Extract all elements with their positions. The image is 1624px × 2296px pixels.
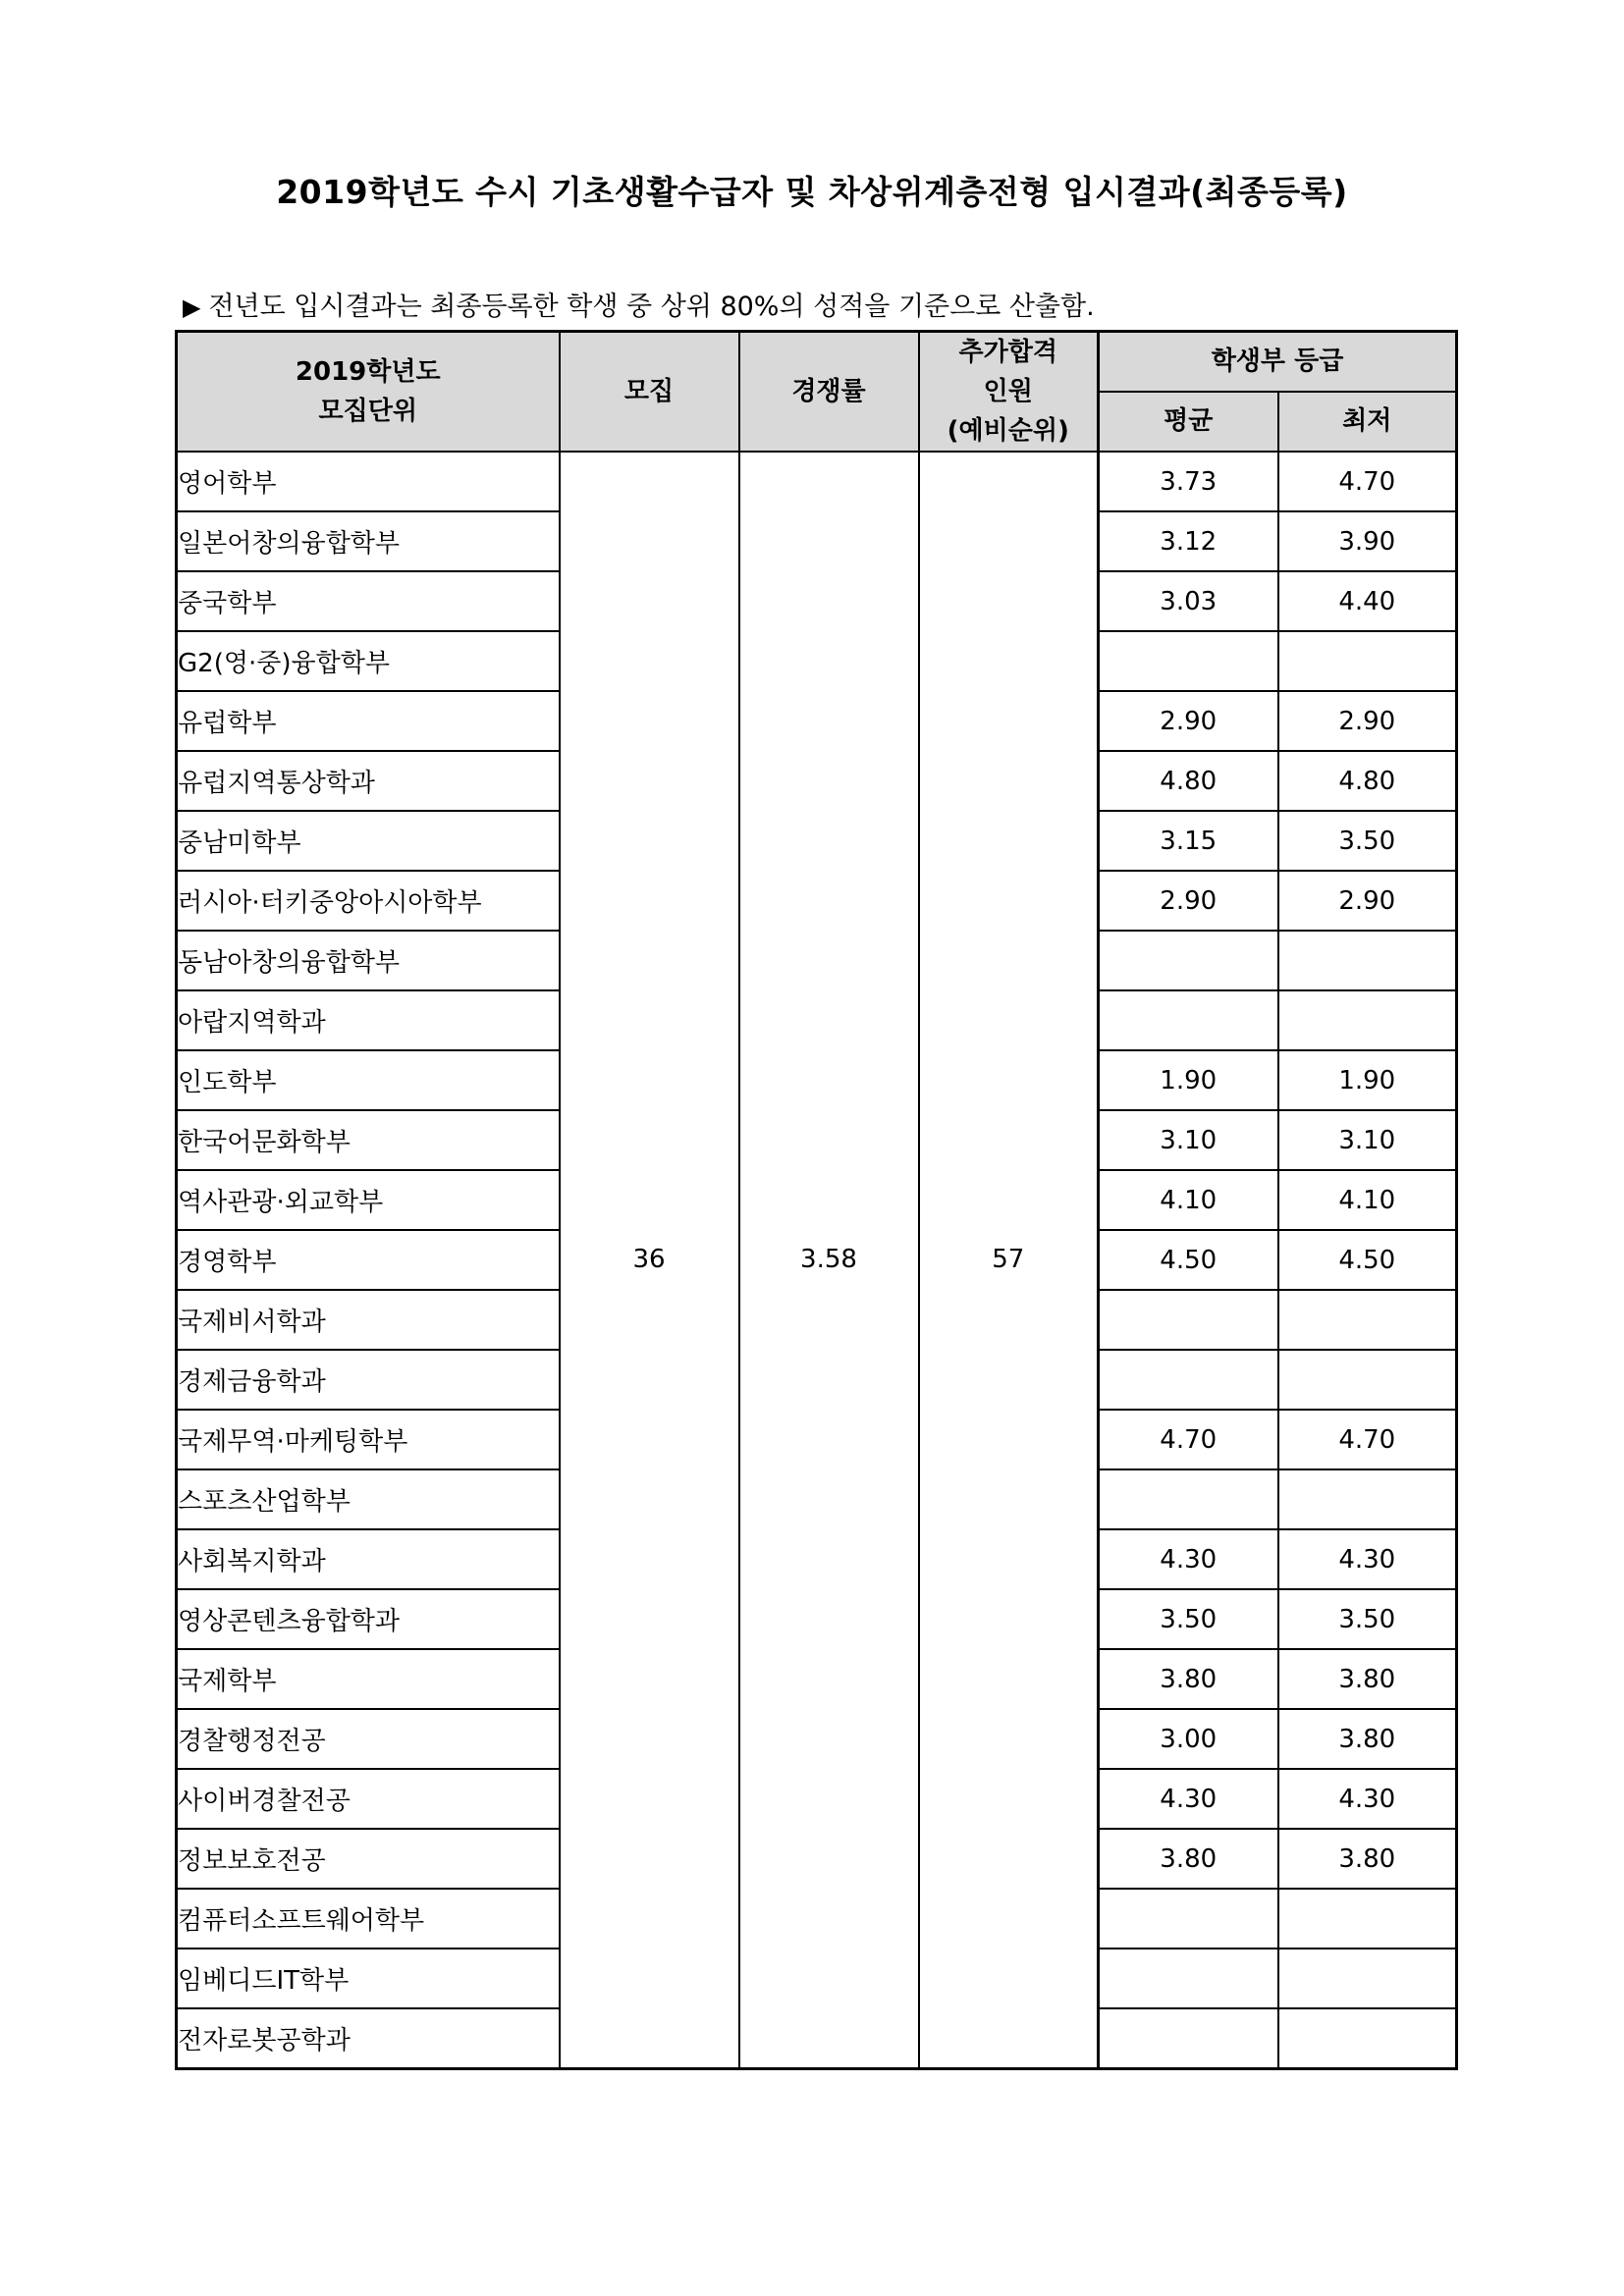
cell-grade-min: 4.70 (1278, 452, 1457, 511)
cell-grade-avg (1099, 1889, 1278, 1949)
cell-grade-min (1278, 1949, 1457, 2008)
header-competition: 경쟁률 (739, 332, 919, 453)
cell-grade-avg (1099, 1290, 1278, 1350)
cell-grade-avg: 3.15 (1099, 811, 1278, 871)
cell-unit: 경제금융학과 (177, 1350, 560, 1410)
cell-grade-min (1278, 1889, 1457, 1949)
cell-unit: 정보보호전공 (177, 1829, 560, 1889)
cell-grade-avg: 3.50 (1099, 1589, 1278, 1649)
cell-unit: 아랍지역학과 (177, 990, 560, 1050)
cell-grade-min: 4.30 (1278, 1769, 1457, 1829)
cell-grade-min: 3.90 (1278, 511, 1457, 571)
cell-recruit-merged: 36 (560, 452, 739, 2068)
cell-additional-merged: 57 (919, 452, 1099, 2068)
cell-unit: 인도학부 (177, 1050, 560, 1110)
cell-grade-min: 2.90 (1278, 871, 1457, 931)
page-title: 2019학년도 수시 기초생활수급자 및 차상위계층전형 입시결과(최종등록) (276, 173, 1348, 211)
cell-grade-min: 4.40 (1278, 571, 1457, 631)
cell-grade-avg: 3.12 (1099, 511, 1278, 571)
triangle-bullet-icon: ▶ (183, 294, 201, 321)
cell-grade-min (1278, 931, 1457, 990)
cell-grade-avg (1099, 990, 1278, 1050)
cell-unit: 유럽지역통상학과 (177, 751, 560, 811)
cell-unit: 사회복지학과 (177, 1529, 560, 1589)
cell-grade-min (1278, 1350, 1457, 1410)
cell-grade-min: 3.80 (1278, 1829, 1457, 1889)
cell-grade-min: 4.80 (1278, 751, 1457, 811)
cell-grade-avg: 3.00 (1099, 1709, 1278, 1769)
cell-grade-avg: 4.30 (1099, 1529, 1278, 1589)
cell-unit: 동남아창의융합학부 (177, 931, 560, 990)
table-body (177, 452, 1457, 2068)
cell-grade-avg: 4.30 (1099, 1769, 1278, 1829)
cell-unit: 영어학부 (177, 452, 560, 511)
cell-unit: 컴퓨터소프트웨어학부 (177, 1889, 560, 1949)
cell-unit: 경찰행정전공 (177, 1709, 560, 1769)
cell-unit: 영상콘텐츠융합학과 (177, 1589, 560, 1649)
cell-grade-avg (1099, 1469, 1278, 1529)
cell-grade-min (1278, 2008, 1457, 2068)
cell-grade-avg: 3.80 (1099, 1649, 1278, 1709)
cell-unit: 일본어창의융합학부 (177, 511, 560, 571)
cell-grade-avg: 4.70 (1099, 1410, 1278, 1469)
cell-grade-avg: 2.90 (1099, 691, 1278, 751)
cell-grade-avg: 3.03 (1099, 571, 1278, 631)
cell-grade-avg (1099, 931, 1278, 990)
cell-unit: 사이버경찰전공 (177, 1769, 560, 1829)
cell-grade-avg: 4.10 (1099, 1170, 1278, 1230)
cell-grade-avg: 4.50 (1099, 1230, 1278, 1290)
cell-grade-avg: 3.80 (1099, 1829, 1278, 1889)
header-recruit: 모집 (560, 332, 739, 453)
cell-unit: 국제무역·마케팅학부 (177, 1410, 560, 1469)
cell-grade-avg (1099, 1350, 1278, 1410)
cell-grade-avg: 2.90 (1099, 871, 1278, 931)
cell-unit: 한국어문화학부 (177, 1110, 560, 1170)
cell-grade-min: 4.50 (1278, 1230, 1457, 1290)
cell-unit: 중국학부 (177, 571, 560, 631)
cell-grade-min: 3.10 (1278, 1110, 1457, 1170)
header-grade-avg: 평균 (1099, 392, 1278, 452)
cell-grade-min (1278, 990, 1457, 1050)
cell-grade-min: 4.30 (1278, 1529, 1457, 1589)
header-unit (177, 332, 560, 453)
header-additional-line1: 추가합격 (958, 338, 1057, 367)
cell-unit: G2(영·중)융합학부 (177, 631, 560, 691)
cell-grade-avg (1099, 631, 1278, 691)
note (183, 285, 1095, 323)
cell-grade-min: 3.50 (1278, 1589, 1457, 1649)
cell-unit: 임베디드IT학부 (177, 1949, 560, 2008)
header-additional-line2: 인원 (983, 377, 1033, 406)
cell-grade-avg: 3.10 (1099, 1110, 1278, 1170)
cell-unit: 국제학부 (177, 1649, 560, 1709)
header-additional-line3: (예비순위) (947, 416, 1069, 446)
cell-competition-merged: 3.58 (739, 452, 919, 2068)
cell-grade-min: 3.50 (1278, 811, 1457, 871)
cell-grade-avg: 3.73 (1099, 452, 1278, 511)
cell-grade-avg (1099, 1949, 1278, 2008)
cell-unit: 경영학부 (177, 1230, 560, 1290)
cell-grade-min: 1.90 (1278, 1050, 1457, 1110)
cell-unit: 전자로봇공학과 (177, 2008, 560, 2068)
cell-grade-avg: 1.90 (1099, 1050, 1278, 1110)
cell-unit: 유럽학부 (177, 691, 560, 751)
table-row (177, 452, 1457, 511)
results-table (175, 330, 1458, 2070)
cell-grade-min (1278, 1290, 1457, 1350)
cell-grade-avg: 4.80 (1099, 751, 1278, 811)
header-grade-min: 최저 (1278, 392, 1457, 452)
cell-grade-min: 3.80 (1278, 1709, 1457, 1769)
header-unit-line2: 모집단위 (318, 397, 417, 426)
cell-grade-min: 3.80 (1278, 1649, 1457, 1709)
cell-grade-min (1278, 1469, 1457, 1529)
cell-unit: 중남미학부 (177, 811, 560, 871)
header-additional (919, 332, 1099, 453)
cell-grade-min (1278, 631, 1457, 691)
cell-grade-min: 2.90 (1278, 691, 1457, 751)
cell-unit: 러시아·터키중앙아시아학부 (177, 871, 560, 931)
cell-grade-min: 4.70 (1278, 1410, 1457, 1469)
note-text: 전년도 입시결과는 최종등록한 학생 중 상위 80%의 성적을 기준으로 산출함. (208, 292, 1095, 322)
cell-grade-avg (1099, 2008, 1278, 2068)
cell-unit: 국제비서학과 (177, 1290, 560, 1350)
header-unit-line1: 2019학년도 (295, 357, 441, 387)
header-grade-group: 학생부 등급 (1099, 332, 1457, 392)
cell-unit: 역사관광·외교학부 (177, 1170, 560, 1230)
cell-unit: 스포츠산업학부 (177, 1469, 560, 1529)
cell-grade-min: 4.10 (1278, 1170, 1457, 1230)
